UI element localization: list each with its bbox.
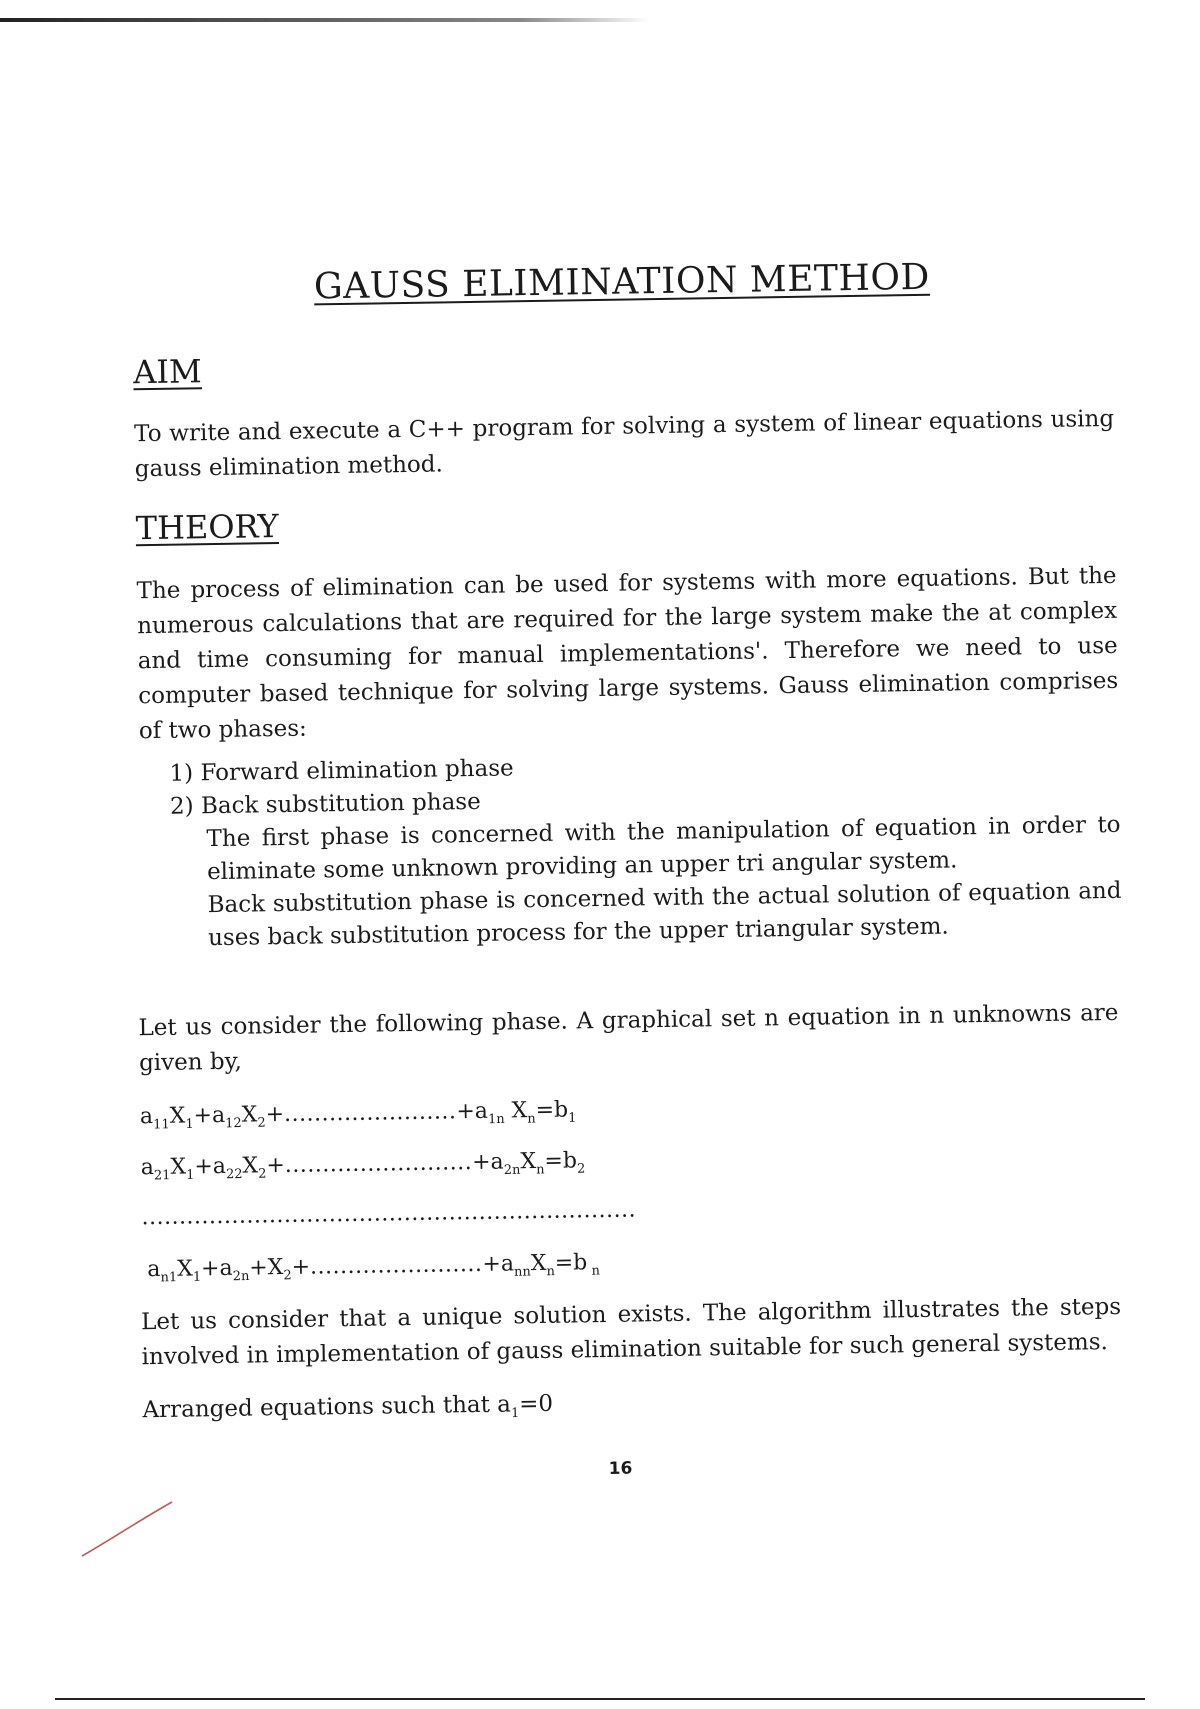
aim-text: To write and execute a C++ program for solving a system of linear equations using gauss elimination method. xyxy=(133,405,1115,483)
equation-2: $a_{21}X_1+a_{22}X_2+.........................+a_{2n}X_n=b_2$ xyxy=(140,1148,586,1184)
phase-desc-back: Back substitution phase is concerned with the actual solution of equation and uses back substitution process for the upper triangular system. xyxy=(207,877,1122,952)
list-number: 1) xyxy=(169,760,194,787)
list-label: Forward elimination phase xyxy=(200,755,514,787)
page-title: GAUSS ELIMINATION METHOD xyxy=(313,256,931,308)
arranged-text: Arranged equations such that $a_1=0$ xyxy=(142,1390,554,1424)
theory-intro: The process of elimination can be used for systems with more equations. But the numerous calculations that are required for the large system make the at complex and time consuming for manual implementations'. Therefore we need to use computer based technique for solving large systems. Gauss elimination comprises of two phases: xyxy=(136,562,1119,745)
pen-mark-icon xyxy=(80,1500,180,1560)
equation-1: $a_{11}X_1+a_{12}X_2+.......................+a_{1n}$ $X_n=b_1$ xyxy=(139,1097,577,1133)
phases-list xyxy=(169,743,1122,956)
equation-n: $a_{n1}X_1+a_{2n}+X_2+.......................+a_{nn}X_n=b$ $_n$ xyxy=(147,1250,601,1286)
phase-desc-forward: The first phase is concerned with the manipulation of equation in order to eliminate some unknown providing an upper tri angular system. xyxy=(206,811,1121,886)
equation-dots-line: .................................................................. xyxy=(141,1197,637,1231)
list-label: Back substitution phase xyxy=(200,788,481,820)
theory-heading: THEORY xyxy=(135,507,280,548)
aim-heading: AIM xyxy=(132,352,203,392)
page-number: 16 xyxy=(608,1458,633,1479)
unique-solution-text: Let us consider that a unique solution exists. The algorithm illustrates the steps involved in implementation of gauss elimination suitable for such general systems. xyxy=(140,1293,1122,1371)
list-number: 2) xyxy=(169,793,194,820)
consider-text: Let us consider the following phase. A graphical set n equation in n unknowns are given by, xyxy=(138,999,1119,1077)
